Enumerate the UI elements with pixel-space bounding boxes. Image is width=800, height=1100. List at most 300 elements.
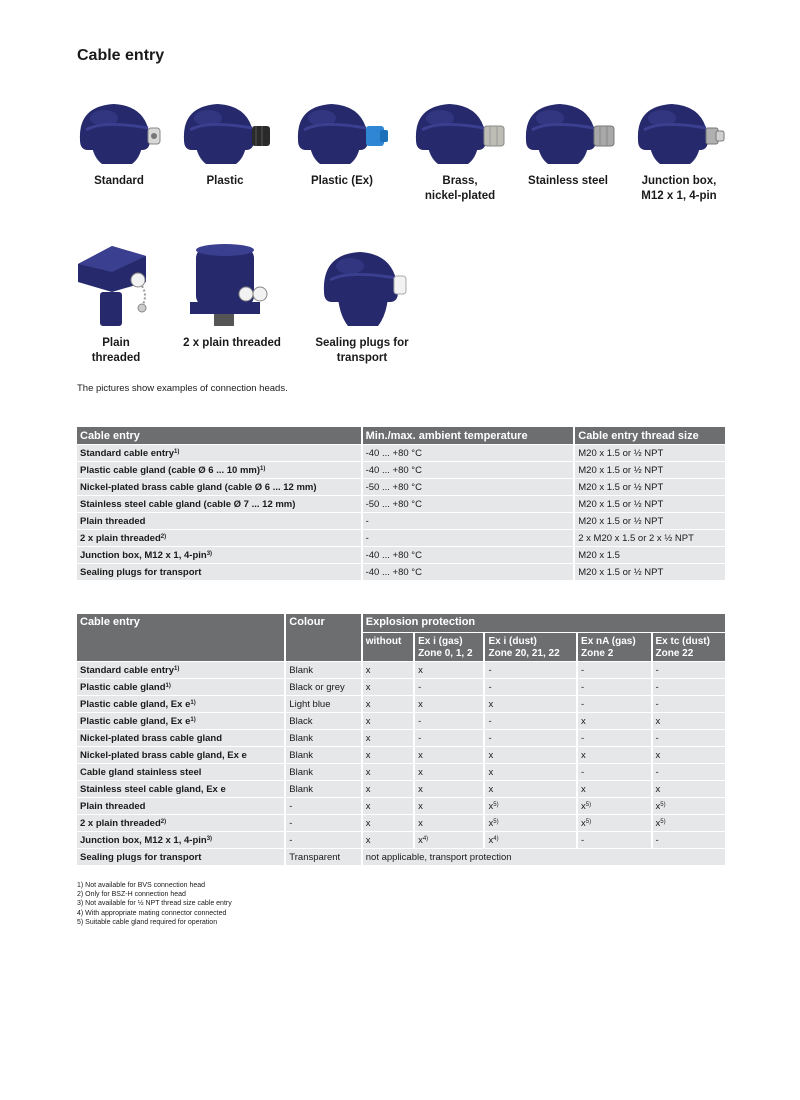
protection-zone: Zone 22	[655, 648, 694, 659]
thread-size-cell-text: M20 x 1.5 or ½ NPT	[578, 447, 664, 459]
protection-cell	[415, 797, 483, 814]
footnote-ref: 1)	[173, 448, 180, 455]
product-label: Plastic	[206, 175, 244, 187]
colour-cell	[286, 695, 360, 712]
protection-cell	[653, 661, 726, 678]
protection-cell	[578, 678, 650, 695]
footnote: 5) Suitable cable gland required for operation	[77, 918, 218, 926]
cable-entry-cell-text: Plastic cable gland	[80, 681, 166, 693]
protection-cell-text: x	[365, 749, 371, 761]
protection-cell	[485, 678, 576, 695]
table-row	[77, 495, 725, 512]
cable-entry-cell	[77, 746, 284, 763]
protection-cell-text: x	[655, 749, 661, 761]
product-junction-box	[630, 100, 728, 204]
temperature-cell-text: -40 ... +80 °C	[365, 447, 422, 459]
colour-cell-text: Black or grey	[289, 681, 345, 693]
cable-entry-cell-text: Sealing plugs for transport	[80, 566, 202, 578]
colour-cell-text: Blank	[289, 766, 314, 778]
footnote-ref: 1)	[190, 716, 196, 723]
table-row	[77, 814, 725, 831]
protection-cell	[415, 763, 483, 780]
colour-cell	[286, 746, 360, 763]
colour-cell	[286, 763, 360, 780]
protection-cell-text: x	[488, 817, 494, 829]
protection-cell	[653, 712, 726, 729]
protection-type: without	[365, 636, 402, 647]
cable-entry-cell	[77, 546, 361, 563]
footnote-ref: 2)	[160, 818, 167, 825]
protection-cell-text: x	[365, 698, 371, 710]
colour-cell-text: Transparent	[289, 851, 341, 863]
footnote-ref: 4)	[422, 835, 429, 842]
protection-cell-text: x	[488, 834, 494, 846]
colour-cell-text: Black	[289, 715, 313, 727]
connection-head-double-entry-image	[176, 242, 288, 330]
temperature-cell	[363, 478, 574, 495]
table-row	[77, 831, 725, 848]
table-row	[77, 444, 725, 461]
protection-cell	[363, 814, 413, 831]
protection-cell-text: x	[365, 817, 371, 829]
colour-cell	[286, 831, 360, 848]
temperature-cell	[363, 495, 574, 512]
cable-entry-cell-text: 2 x plain threaded	[80, 532, 161, 544]
protection-cell-text: x	[581, 749, 586, 761]
protection-cell-text: x	[418, 664, 423, 676]
thread-size-cell	[575, 563, 725, 580]
thread-size-cell	[575, 461, 725, 478]
protection-cell	[653, 746, 726, 763]
product-label: Plain threaded	[91, 337, 141, 364]
protection-cell	[363, 695, 413, 712]
protection-cell	[415, 831, 483, 848]
product-label: Standard	[94, 175, 144, 187]
protection-cell-text: -	[581, 698, 585, 710]
protection-cell-text: -	[581, 732, 585, 744]
temperature-cell-text: -	[365, 515, 369, 527]
temperature-cell-text: -50 ... +80 °C	[365, 498, 422, 510]
protection-cell-text: x	[365, 732, 371, 744]
protection-cell	[653, 695, 726, 712]
protection-zone: Zone 0, 1, 2	[418, 648, 473, 659]
column-header: Explosion protection	[363, 614, 725, 632]
colour-cell-text: -	[289, 834, 293, 846]
thread-size-cell	[575, 444, 725, 461]
protection-cell	[578, 797, 650, 814]
cable-entry-cell	[77, 529, 361, 546]
footnote-ref: 1)	[165, 682, 171, 689]
protection-cell	[415, 729, 483, 746]
colour-cell-text: Blank	[289, 732, 314, 744]
temperature-cell	[363, 546, 574, 563]
thread-size-cell	[575, 495, 725, 512]
protection-cell	[578, 831, 650, 848]
cable-entry-cell	[77, 495, 361, 512]
colour-cell-text: -	[289, 817, 293, 829]
cable-entry-cell	[77, 695, 284, 712]
protection-cell-text: x	[418, 766, 423, 778]
thread-size-cell	[575, 546, 725, 563]
connection-head-standard-image	[72, 100, 166, 168]
footnote: 3) Not available for ½ NPT thread size cable entry	[77, 900, 232, 908]
protection-cell	[653, 780, 726, 797]
protection-type: Ex nA (gas)	[581, 636, 636, 647]
temperature-cell-text: -40 ... +80 °C	[365, 549, 422, 561]
protection-cell	[485, 797, 576, 814]
table-row	[77, 763, 725, 780]
product-plain-threaded	[72, 242, 160, 366]
thread-size-cell-text: M20 x 1.5 or ½ NPT	[578, 498, 664, 510]
temperature-cell	[363, 563, 574, 580]
thread-size-cell-text: M20 x 1.5 or ½ NPT	[578, 481, 664, 493]
protection-column-header	[485, 632, 576, 661]
protection-cell-text: -	[418, 732, 422, 744]
temperature-cell	[363, 529, 574, 546]
protection-cell-text: -	[488, 681, 492, 693]
cable-entry-cell-text: Stainless steel cable gland (cable Ø 7 ... 12 mm)	[80, 498, 296, 510]
protection-cell	[415, 661, 483, 678]
protection-cell-text: x	[581, 715, 586, 727]
cable-entry-cell	[77, 478, 361, 495]
thread-size-cell	[575, 512, 725, 529]
protection-cell	[363, 780, 413, 797]
page-title: Cable entry	[77, 47, 165, 64]
protection-type: Ex tc (dust)	[655, 636, 710, 647]
cable-entry-cell-text: Junction box, M12 x 1, 4-pin	[80, 549, 207, 561]
protection-zone: Zone 20, 21, 22	[488, 648, 560, 659]
protection-type: Ex i (dust)	[488, 636, 537, 647]
protection-cell-text: x	[488, 800, 494, 812]
connection-head-sealing-plug-image	[310, 242, 414, 330]
footnotes	[77, 881, 232, 927]
colour-cell-text: -	[289, 800, 293, 812]
cable-entry-cell-text: Plain threaded	[80, 515, 146, 527]
protection-cell	[578, 712, 650, 729]
table-row	[77, 529, 725, 546]
explosion-protection-table	[75, 614, 727, 865]
column-header: Cable entry thread size	[575, 427, 725, 444]
protection-cell-text: x	[488, 698, 494, 710]
cable-entry-cell	[77, 678, 284, 695]
footnote: 1) Not available for BVS connection head	[77, 882, 206, 889]
table-row	[77, 563, 725, 580]
temperature-thread-table	[75, 427, 727, 580]
colour-cell	[286, 661, 360, 678]
protection-cell	[415, 780, 483, 797]
temperature-cell	[363, 512, 574, 529]
protection-cell	[415, 695, 483, 712]
protection-cell	[578, 746, 650, 763]
protection-cell-text: x	[365, 834, 371, 846]
colour-cell-text: Blank	[289, 783, 314, 795]
protection-cell-text: x	[655, 817, 661, 829]
protection-cell	[485, 695, 576, 712]
protection-cell	[578, 763, 650, 780]
footnote-ref: 5)	[660, 818, 666, 825]
protection-cell-text: -	[655, 664, 659, 676]
protection-cell	[363, 797, 413, 814]
temperature-cell	[363, 444, 574, 461]
thread-size-cell	[575, 529, 725, 546]
cable-entry-cell	[77, 780, 284, 797]
protection-zone: Zone 2	[581, 648, 614, 659]
cable-entry-cell	[77, 797, 284, 814]
protection-cell	[363, 763, 413, 780]
colour-cell-text: Light blue	[289, 698, 331, 710]
footnote: 4) With appropriate mating connector connected	[77, 909, 227, 917]
temperature-cell	[363, 461, 574, 478]
cable-entry-cell	[77, 729, 284, 746]
product-label: Sealing plugs for transport	[315, 337, 409, 364]
table-row	[77, 746, 725, 763]
protection-merged-cell	[363, 848, 725, 865]
protection-cell-text: -	[655, 732, 659, 744]
protection-cell	[363, 729, 413, 746]
table-row	[77, 661, 725, 678]
protection-cell	[415, 678, 483, 695]
protection-cell-text: -	[581, 834, 585, 846]
protection-cell	[485, 814, 576, 831]
cable-entry-cell	[77, 763, 284, 780]
temperature-cell-text: -50 ... +80 °C	[365, 481, 422, 493]
protection-cell	[485, 746, 576, 763]
colour-cell	[286, 729, 360, 746]
cable-entry-cell-text: Plastic cable gland (cable Ø 6 ... 10 mm)	[80, 464, 261, 476]
cable-entry-cell-text: Standard cable entry	[80, 664, 174, 676]
cable-entry-cell-text: Nickel-plated brass cable gland, Ex e	[80, 749, 247, 761]
footnote-ref: 3)	[206, 550, 213, 557]
column-header: Cable entry	[77, 427, 361, 444]
cable-entry-cell	[77, 444, 361, 461]
thread-size-cell-text: M20 x 1.5	[578, 549, 620, 561]
protection-cell-text: x	[418, 834, 423, 846]
footnote-ref: 1)	[260, 465, 266, 472]
colour-cell	[286, 848, 360, 865]
protection-cell	[485, 780, 576, 797]
footnote: 2) Only for BSZ-H connection head	[77, 891, 186, 899]
footnote-ref: 1)	[190, 699, 196, 706]
cable-entry-cell	[77, 661, 284, 678]
product-sealing-plugs	[310, 242, 414, 366]
cable-entry-cell-text: Standard cable entry	[80, 447, 174, 459]
protection-cell	[578, 814, 650, 831]
protection-cell-text: x	[365, 783, 371, 795]
protection-cell-text: x	[418, 817, 423, 829]
footnote-ref: 2)	[160, 533, 167, 540]
protection-cell-text: x	[488, 766, 494, 778]
table-row	[77, 797, 725, 814]
protection-column-header	[415, 632, 483, 661]
protection-cell-text: x	[581, 817, 586, 829]
cable-entry-cell	[77, 831, 284, 848]
protection-cell	[578, 695, 650, 712]
footnote-ref: 1)	[173, 665, 180, 672]
protection-merged-cell-text: not applicable, transport protection	[365, 851, 512, 863]
cable-entry-cell	[77, 712, 284, 729]
temperature-cell-text: -40 ... +80 °C	[365, 566, 422, 578]
table-row	[77, 729, 725, 746]
colour-cell	[286, 814, 360, 831]
protection-cell-text: x	[418, 800, 423, 812]
table-row	[77, 512, 725, 529]
product-label: 2 x plain threaded	[183, 337, 281, 349]
protection-cell	[485, 729, 576, 746]
cable-entry-cell-text: Nickel-plated brass cable gland (cable Ø 6 ... 12 mm)	[80, 481, 317, 493]
protection-cell-text: -	[655, 681, 659, 693]
protection-cell	[485, 763, 576, 780]
cable-entry-cell-text: Nickel-plated brass cable gland	[80, 732, 223, 744]
protection-cell-text: x	[365, 664, 371, 676]
protection-cell	[578, 661, 650, 678]
product-plastic	[176, 100, 274, 189]
protection-cell-text: x	[365, 681, 371, 693]
connection-head-stainless-image	[518, 100, 618, 168]
table-row	[77, 712, 725, 729]
cable-entry-cell-text: Junction box, M12 x 1, 4-pin	[80, 834, 207, 846]
protection-cell-text: x	[365, 715, 371, 727]
table-row	[77, 461, 725, 478]
protection-cell	[653, 814, 726, 831]
protection-cell-text: x	[655, 800, 661, 812]
protection-cell	[363, 661, 413, 678]
connection-head-brass-image	[408, 100, 512, 168]
footnote-ref: 3)	[206, 835, 213, 842]
footnote-ref: 5)	[493, 801, 499, 808]
cable-entry-cell	[77, 848, 284, 865]
column-header: Min./max. ambient temperature	[363, 427, 574, 444]
protection-cell	[415, 814, 483, 831]
product-label: Brass, nickel-plated	[424, 175, 496, 202]
protection-cell-text: x	[488, 749, 494, 761]
protection-column-header	[363, 632, 413, 661]
connection-head-plastic-ex-image	[290, 100, 394, 168]
protection-cell-text: x	[488, 783, 494, 795]
protection-cell-text: -	[418, 681, 422, 693]
protection-cell-text: -	[655, 766, 659, 778]
protection-cell	[363, 712, 413, 729]
protection-cell-text: -	[488, 732, 492, 744]
protection-cell-text: x	[655, 783, 661, 795]
temperature-cell-text: -	[365, 532, 369, 544]
temperature-cell-text: -40 ... +80 °C	[365, 464, 422, 476]
colour-cell-text: Blank	[289, 664, 314, 676]
thread-size-cell-text: M20 x 1.5 or ½ NPT	[578, 464, 664, 476]
cable-entry-cell-text: Plastic cable gland, Ex e	[80, 715, 191, 727]
thread-size-cell-text: 2 x M20 x 1.5 or 2 x ½ NPT	[578, 532, 694, 544]
table-row	[77, 678, 725, 695]
protection-cell-text: -	[488, 664, 492, 676]
connection-head-plastic-image	[176, 100, 274, 168]
product-2x-plain-threaded	[176, 242, 288, 351]
connection-head-hinged-image	[72, 242, 160, 330]
product-label: Stainless steel	[528, 175, 608, 187]
footnote-ref: 5)	[585, 801, 592, 808]
column-header: Cable entry	[77, 614, 284, 661]
colour-cell	[286, 712, 360, 729]
protection-cell-text: -	[581, 664, 585, 676]
product-label: Junction box, M12 x 1, 4-pin	[641, 175, 717, 202]
cable-entry-cell-text: Stainless steel cable gland, Ex e	[80, 783, 226, 795]
cable-entry-cell-text: 2 x plain threaded	[80, 817, 161, 829]
protection-cell	[653, 831, 726, 848]
cable-entry-cell-text: Sealing plugs for transport	[80, 851, 202, 863]
protection-cell	[653, 763, 726, 780]
table-row	[77, 780, 725, 797]
product-brass	[408, 100, 512, 204]
protection-cell-text: x	[655, 715, 661, 727]
footnote-ref: 5)	[493, 818, 499, 825]
protection-cell-text: x	[418, 749, 423, 761]
protection-cell	[653, 678, 726, 695]
protection-type: Ex i (gas)	[418, 636, 463, 647]
product-standard	[72, 100, 166, 189]
footnote-ref: 5)	[585, 818, 592, 825]
connection-head-m12-image	[630, 100, 728, 168]
thread-size-cell-text: M20 x 1.5 or ½ NPT	[578, 566, 664, 578]
protection-cell	[653, 797, 726, 814]
protection-cell-text: x	[365, 800, 371, 812]
pictures-note: The pictures show examples of connection heads.	[77, 383, 288, 394]
protection-cell	[415, 712, 483, 729]
protection-cell-text: x	[365, 766, 371, 778]
protection-cell-text: -	[655, 698, 659, 710]
product-label: Plastic (Ex)	[311, 175, 373, 187]
colour-cell	[286, 780, 360, 797]
protection-cell-text: -	[655, 834, 659, 846]
protection-cell-text: x	[581, 783, 586, 795]
protection-cell-text: -	[581, 681, 585, 693]
table-row	[77, 695, 725, 712]
colour-cell	[286, 797, 360, 814]
protection-cell	[485, 661, 576, 678]
protection-cell	[578, 780, 650, 797]
cable-entry-cell	[77, 563, 361, 580]
cable-entry-cell-text: Cable gland stainless steel	[80, 766, 202, 778]
column-header: Colour	[286, 614, 360, 661]
protection-cell	[578, 729, 650, 746]
footnote-ref: 5)	[660, 801, 666, 808]
protection-column-header	[653, 632, 726, 661]
protection-cell	[415, 746, 483, 763]
protection-cell-text: -	[581, 766, 585, 778]
protection-cell	[363, 746, 413, 763]
cable-entry-cell	[77, 512, 361, 529]
footnote-ref: 4)	[493, 835, 499, 842]
cable-entry-cell-text: Plastic cable gland, Ex e	[80, 698, 191, 710]
protection-cell	[653, 729, 726, 746]
colour-cell	[286, 678, 360, 695]
protection-cell-text: -	[418, 715, 422, 727]
protection-cell	[363, 831, 413, 848]
colour-cell-text: Blank	[289, 749, 314, 761]
protection-cell-text: x	[418, 698, 423, 710]
product-plastic-ex	[290, 100, 394, 189]
protection-cell-text: x	[418, 783, 423, 795]
product-stainless	[518, 100, 618, 189]
cable-entry-cell	[77, 461, 361, 478]
cable-entry-cell	[77, 814, 284, 831]
protection-cell	[485, 831, 576, 848]
thread-size-cell	[575, 478, 725, 495]
protection-cell-text: x	[581, 800, 586, 812]
cable-entry-cell-text: Plain threaded	[80, 800, 146, 812]
protection-cell	[363, 678, 413, 695]
protection-cell	[485, 712, 576, 729]
protection-cell-text: -	[488, 715, 492, 727]
table-row	[77, 546, 725, 563]
thread-size-cell-text: M20 x 1.5 or ½ NPT	[578, 515, 664, 527]
